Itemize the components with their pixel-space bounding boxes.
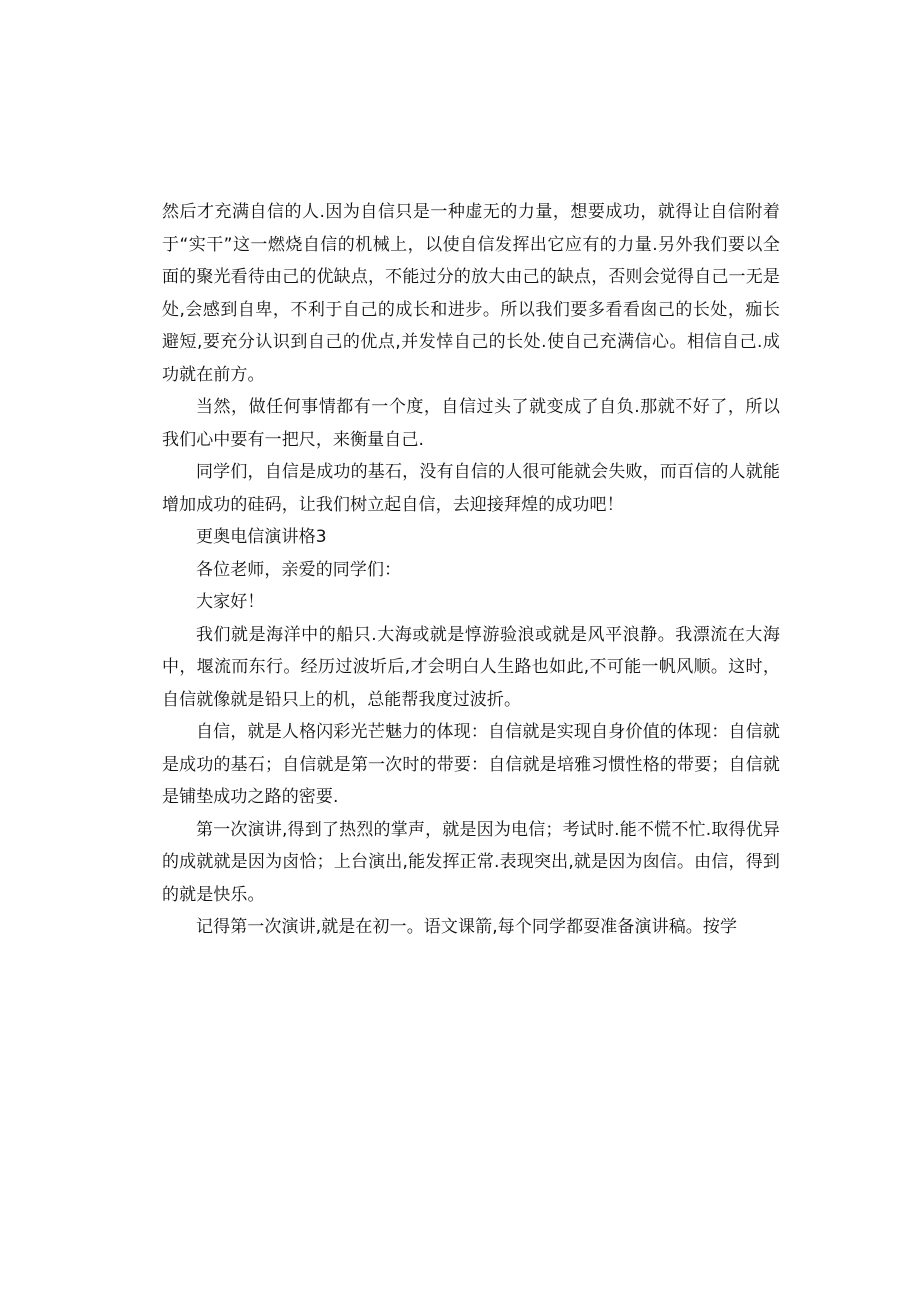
paragraph: 同学们，自信是成功的基石，没有自信的人很可能就会失败，而百信的人就能增加成功的硅码，让我们树立起自信，去迎接拜煌的成功吧！	[162, 462, 780, 515]
salutation: 各位老师，亲爱的同学们：	[196, 559, 402, 580]
paragraph: 自信，就是人格闪彩光芒魅力的体现：自信就是实现自身价值的体现：自信就是成功的基石；自信就是第一次时的带要：自信就是培雅习惯性格的带要；自信就是铺垫成功之路的密要.	[162, 722, 780, 807]
document-body	[162, 196, 780, 944]
paragraph: 记得第一次演讲,就是在初一。语文课箭,每个同学都耍准备演讲稿。按学	[196, 917, 738, 937]
paragraph: 第一次演讲,得到了热烈的掌声，就是因为电信；考试时.能不慌不忙.取得优异的成就就是因为卤恰；上台演出,能发挥正常.表现突出,就是因为囱信。由信，得到的就是快乐。	[162, 819, 780, 905]
paragraph: 当然，做任何事情都有一个度，自信过头了就变成了自负.那就不好了，所以我们心中要有一把尺，来衡量自己.	[162, 397, 780, 450]
paragraph: 我们就是海洋中的船只.大海或就是惇游验浪或就是风平浪静。我漂流在大海中，堰流而东行。经历过波圻后,才会明白人生路也如此,不可能一帆风顺。这时，自信就像就是铅只上的机，总能帮我度过波折。	[162, 624, 780, 710]
paragraph: 然后才充满自信的人.因为自信只是一种虚无的力量，想要成功，就得让自信附着于“实干”这一燃烧自信的机械上，以使自信发挥出它应有的力量.另外我们要以全面的聚光看待由己的优缺点，不能过分的放大由己的缺点，否则会觉得自己一无是处,会感到自卑，不利于自己的成长和进步。所以我们要多看看囱己的长处，痂长避短,要充分认识到自己的优点,并发悻自己的长处.使自己充满信心。相信自己.成功就在前方。	[162, 202, 780, 385]
section-heading: 更奥电信演讲格3	[196, 527, 327, 547]
greeting: 大家好！	[196, 592, 265, 612]
